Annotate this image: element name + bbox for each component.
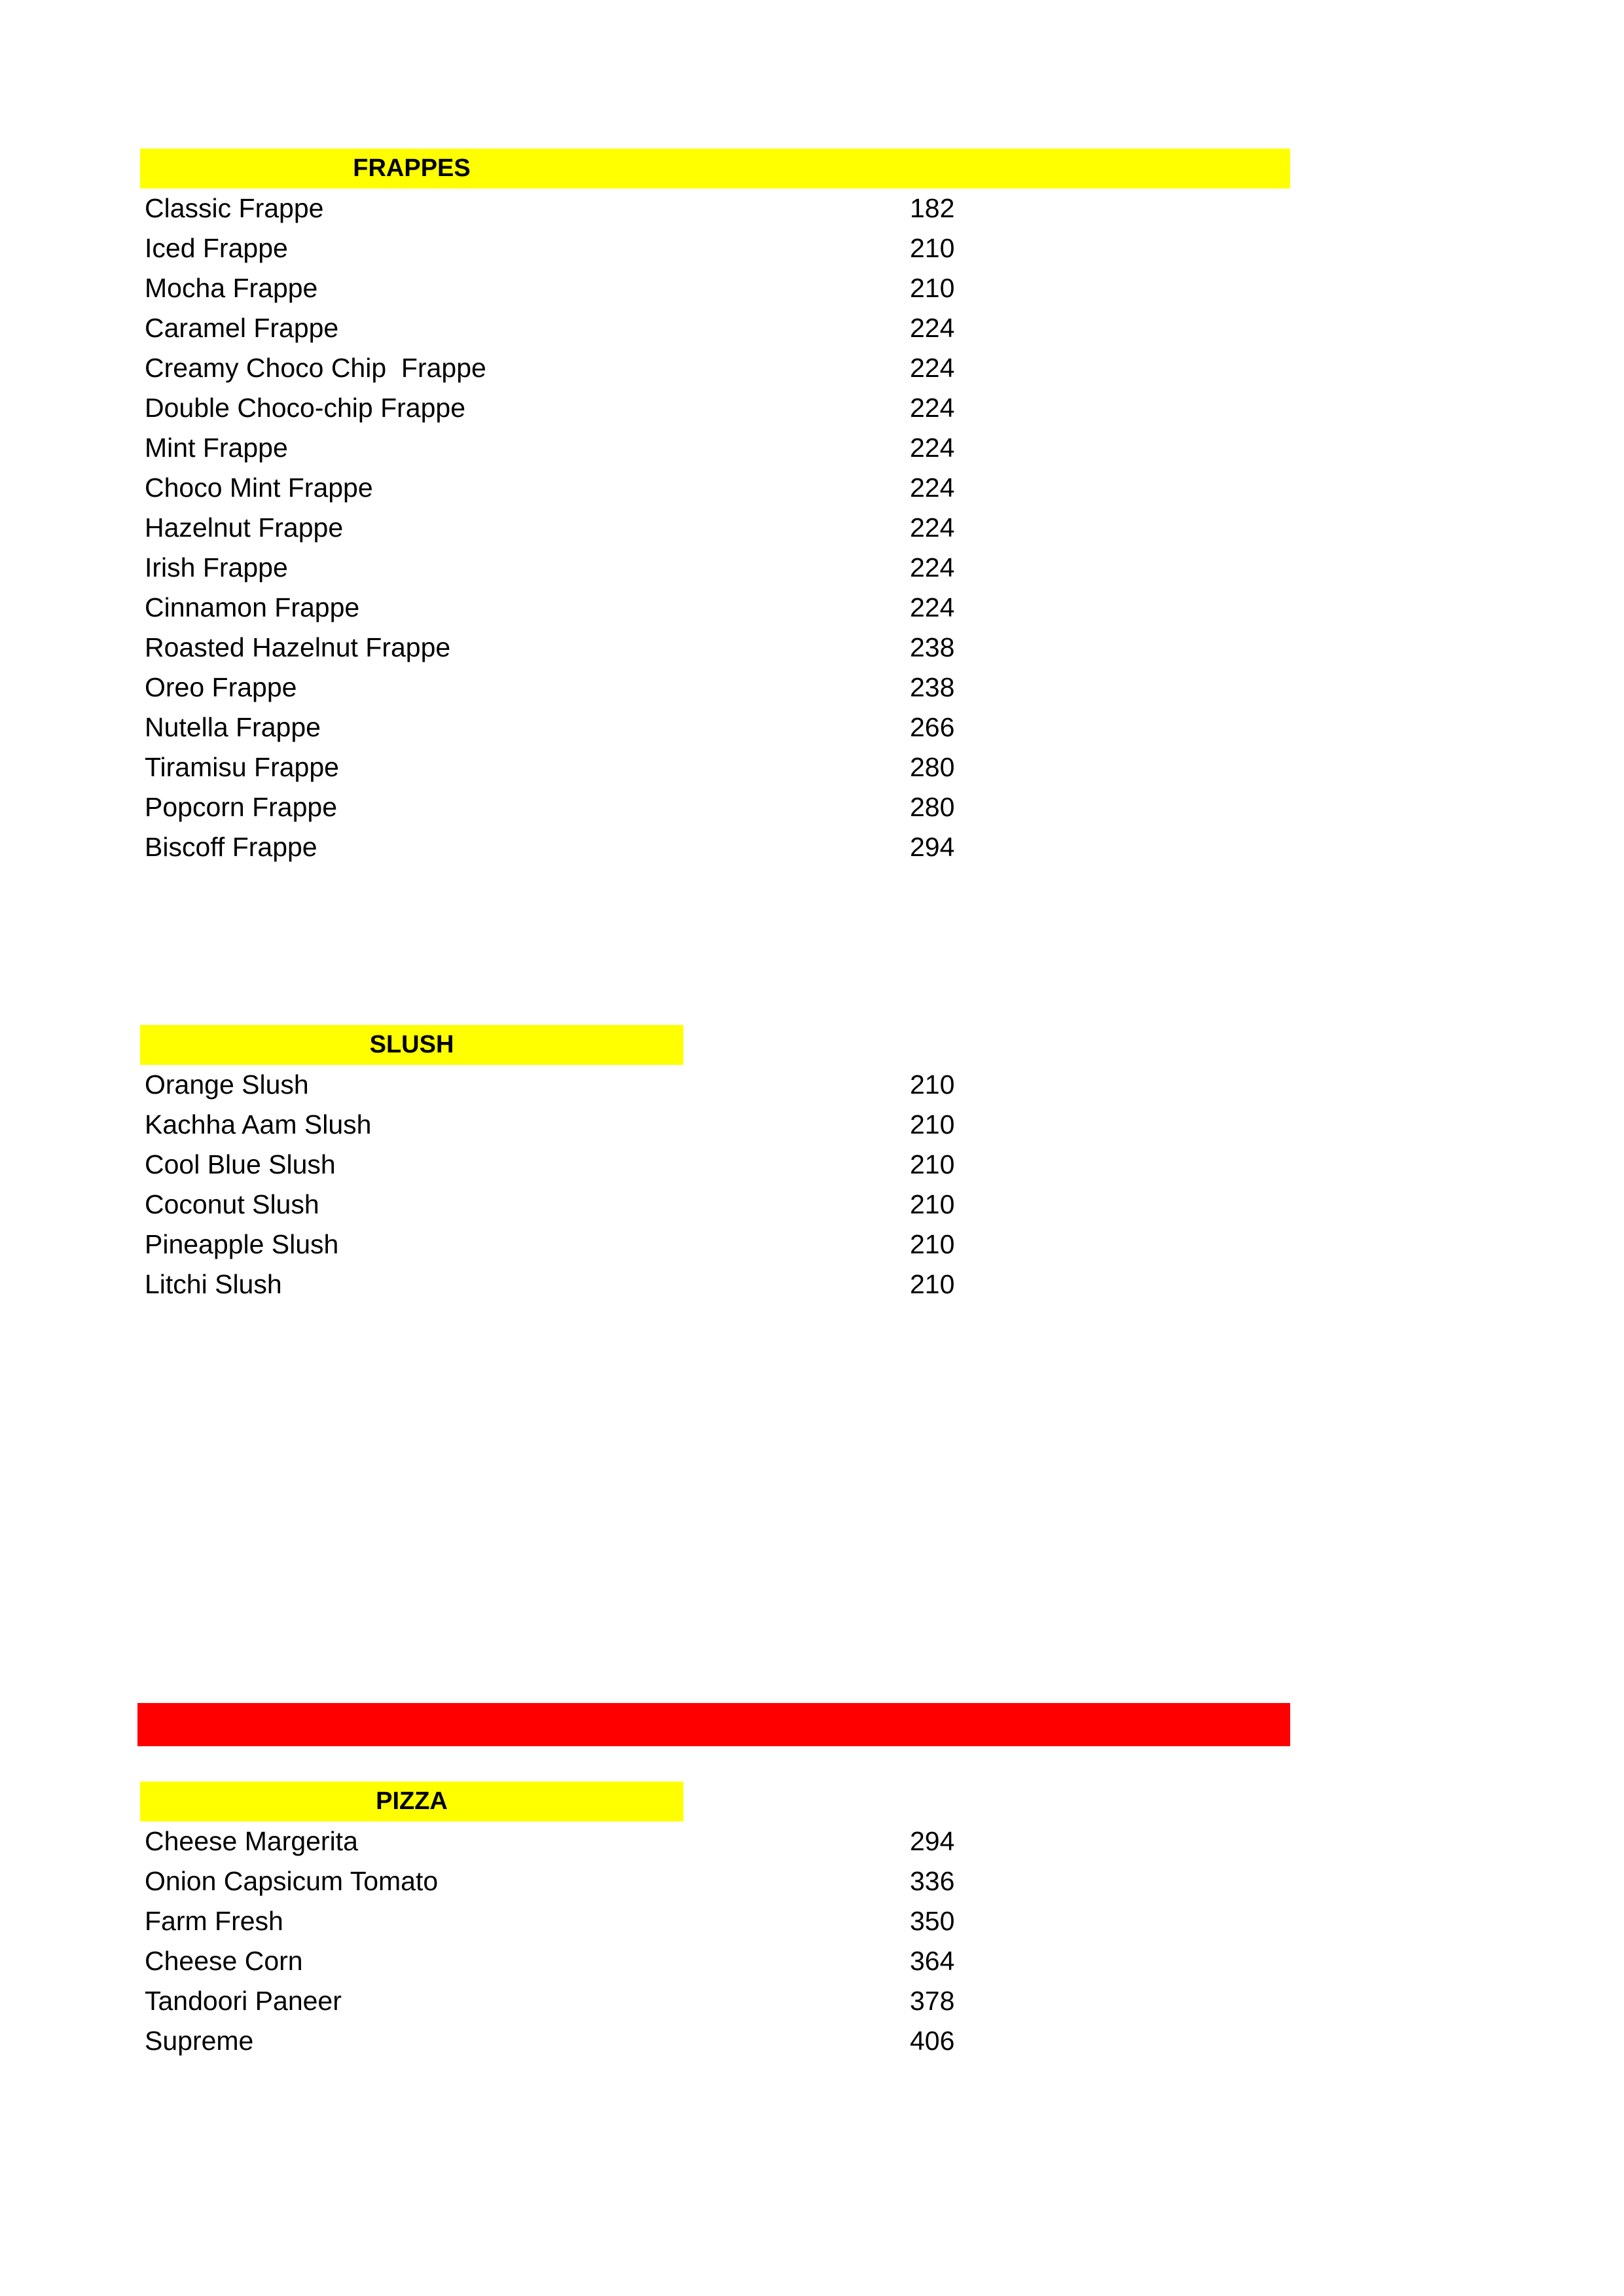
menu-item-price: 280	[910, 792, 955, 822]
menu-item-price: 210	[910, 1069, 955, 1100]
menu-item-name: Irish Frappe	[145, 552, 288, 583]
menu-row	[0, 468, 1624, 508]
menu-item-price: 364	[910, 1946, 955, 1976]
menu-row	[0, 1185, 1624, 1225]
menu-row	[0, 1821, 1624, 1861]
menu-item-price: 224	[910, 313, 955, 343]
red-divider-bar	[137, 1703, 1290, 1746]
menu-item-name: Biscoff Frappe	[145, 832, 317, 862]
menu-item-name: Oreo Frappe	[145, 672, 297, 702]
menu-item-name: Roasted Hazelnut Frappe	[145, 632, 451, 662]
menu-item-name: Caramel Frappe	[145, 313, 339, 343]
menu-item-price: 406	[910, 2026, 955, 2056]
menu-item-name: Cool Blue Slush	[145, 1149, 336, 1179]
frappes-header	[140, 149, 1290, 188]
menu-item-name: Choco Mint Frappe	[145, 473, 373, 503]
menu-row	[0, 588, 1624, 628]
menu-item-name: Popcorn Frappe	[145, 792, 338, 822]
menu-item-name: Cheese Corn	[145, 1946, 303, 1976]
menu-item-price: 280	[910, 752, 955, 782]
menu-item-price: 210	[910, 1149, 955, 1179]
menu-item-price: 210	[910, 273, 955, 303]
menu-row	[0, 827, 1624, 867]
menu-row	[0, 188, 1624, 228]
slush-header-title: SLUSH	[369, 1031, 454, 1058]
menu-item-price: 294	[910, 832, 955, 862]
menu-row	[0, 1105, 1624, 1145]
menu-row	[0, 1941, 1624, 1981]
menu-item-price: 224	[910, 433, 955, 463]
menu-item-price: 224	[910, 512, 955, 543]
menu-item-price: 294	[910, 1826, 955, 1856]
menu-row	[0, 388, 1624, 428]
menu-item-name: Hazelnut Frappe	[145, 512, 344, 543]
menu-row	[0, 1265, 1624, 1304]
menu-item-price: 238	[910, 672, 955, 702]
menu-item-price: 378	[910, 1986, 955, 2016]
menu-item-price: 336	[910, 1866, 955, 1896]
menu-item-name: Double Choco-chip Frappe	[145, 393, 465, 423]
menu-item-name: Farm Fresh	[145, 1906, 283, 1936]
pizza-header-title: PIZZA	[376, 1787, 448, 1815]
menu-row	[0, 2021, 1624, 2061]
menu-row	[0, 268, 1624, 308]
menu-row	[0, 628, 1624, 668]
menu-row	[0, 787, 1624, 827]
menu-row	[0, 1981, 1624, 2021]
menu-row	[0, 1861, 1624, 1901]
menu-item-price: 224	[910, 552, 955, 583]
menu-item-price: 210	[910, 1229, 955, 1259]
menu-row	[0, 1065, 1624, 1105]
menu-item-name: Tandoori Paneer	[145, 1986, 342, 2016]
pizza-header	[140, 1782, 683, 1821]
menu-row	[0, 548, 1624, 588]
menu-item-name: Creamy Choco Chip Frappe	[145, 353, 486, 383]
menu-item-price: 224	[910, 393, 955, 423]
menu-item-price: 182	[910, 193, 955, 223]
slush-header	[140, 1025, 683, 1065]
menu-row	[0, 308, 1624, 348]
menu-row	[0, 508, 1624, 548]
menu-row	[0, 708, 1624, 747]
menu-item-name: Cinnamon Frappe	[145, 592, 360, 622]
menu-item-name: Cheese Margerita	[145, 1826, 358, 1856]
menu-item-price: 210	[910, 1109, 955, 1139]
menu-item-name: Coconut Slush	[145, 1189, 319, 1219]
menu-item-price: 210	[910, 1189, 955, 1219]
menu-item-name: Classic Frappe	[145, 193, 324, 223]
menu-item-name: Orange Slush	[145, 1069, 309, 1100]
menu-row	[0, 1145, 1624, 1185]
menu-item-name: Pineapple Slush	[145, 1229, 339, 1259]
menu-row	[0, 228, 1624, 268]
menu-row	[0, 428, 1624, 468]
menu-item-name: Iced Frappe	[145, 233, 288, 263]
menu-item-price: 350	[910, 1906, 955, 1936]
menu-item-name: Tiramisu Frappe	[145, 752, 339, 782]
menu-row	[0, 1225, 1624, 1265]
menu-item-name: Onion Capsicum Tomato	[145, 1866, 439, 1896]
menu-item-price: 266	[910, 712, 955, 742]
menu-item-price: 238	[910, 632, 955, 662]
menu-item-name: Kachha Aam Slush	[145, 1109, 372, 1139]
menu-item-price: 210	[910, 233, 955, 263]
menu-item-price: 224	[910, 473, 955, 503]
menu-item-name: Mocha Frappe	[145, 273, 318, 303]
menu-item-name: Mint Frappe	[145, 433, 288, 463]
menu-item-price: 224	[910, 353, 955, 383]
menu-item-name: Litchi Slush	[145, 1269, 282, 1299]
menu-row	[0, 747, 1624, 787]
menu-row	[0, 348, 1624, 388]
menu-item-price: 224	[910, 592, 955, 622]
menu-row	[0, 1901, 1624, 1941]
menu-row	[0, 668, 1624, 708]
menu-item-price: 210	[910, 1269, 955, 1299]
frappes-header-title: FRAPPES	[353, 154, 471, 182]
menu-item-name: Supreme	[145, 2026, 254, 2056]
menu-item-name: Nutella Frappe	[145, 712, 321, 742]
